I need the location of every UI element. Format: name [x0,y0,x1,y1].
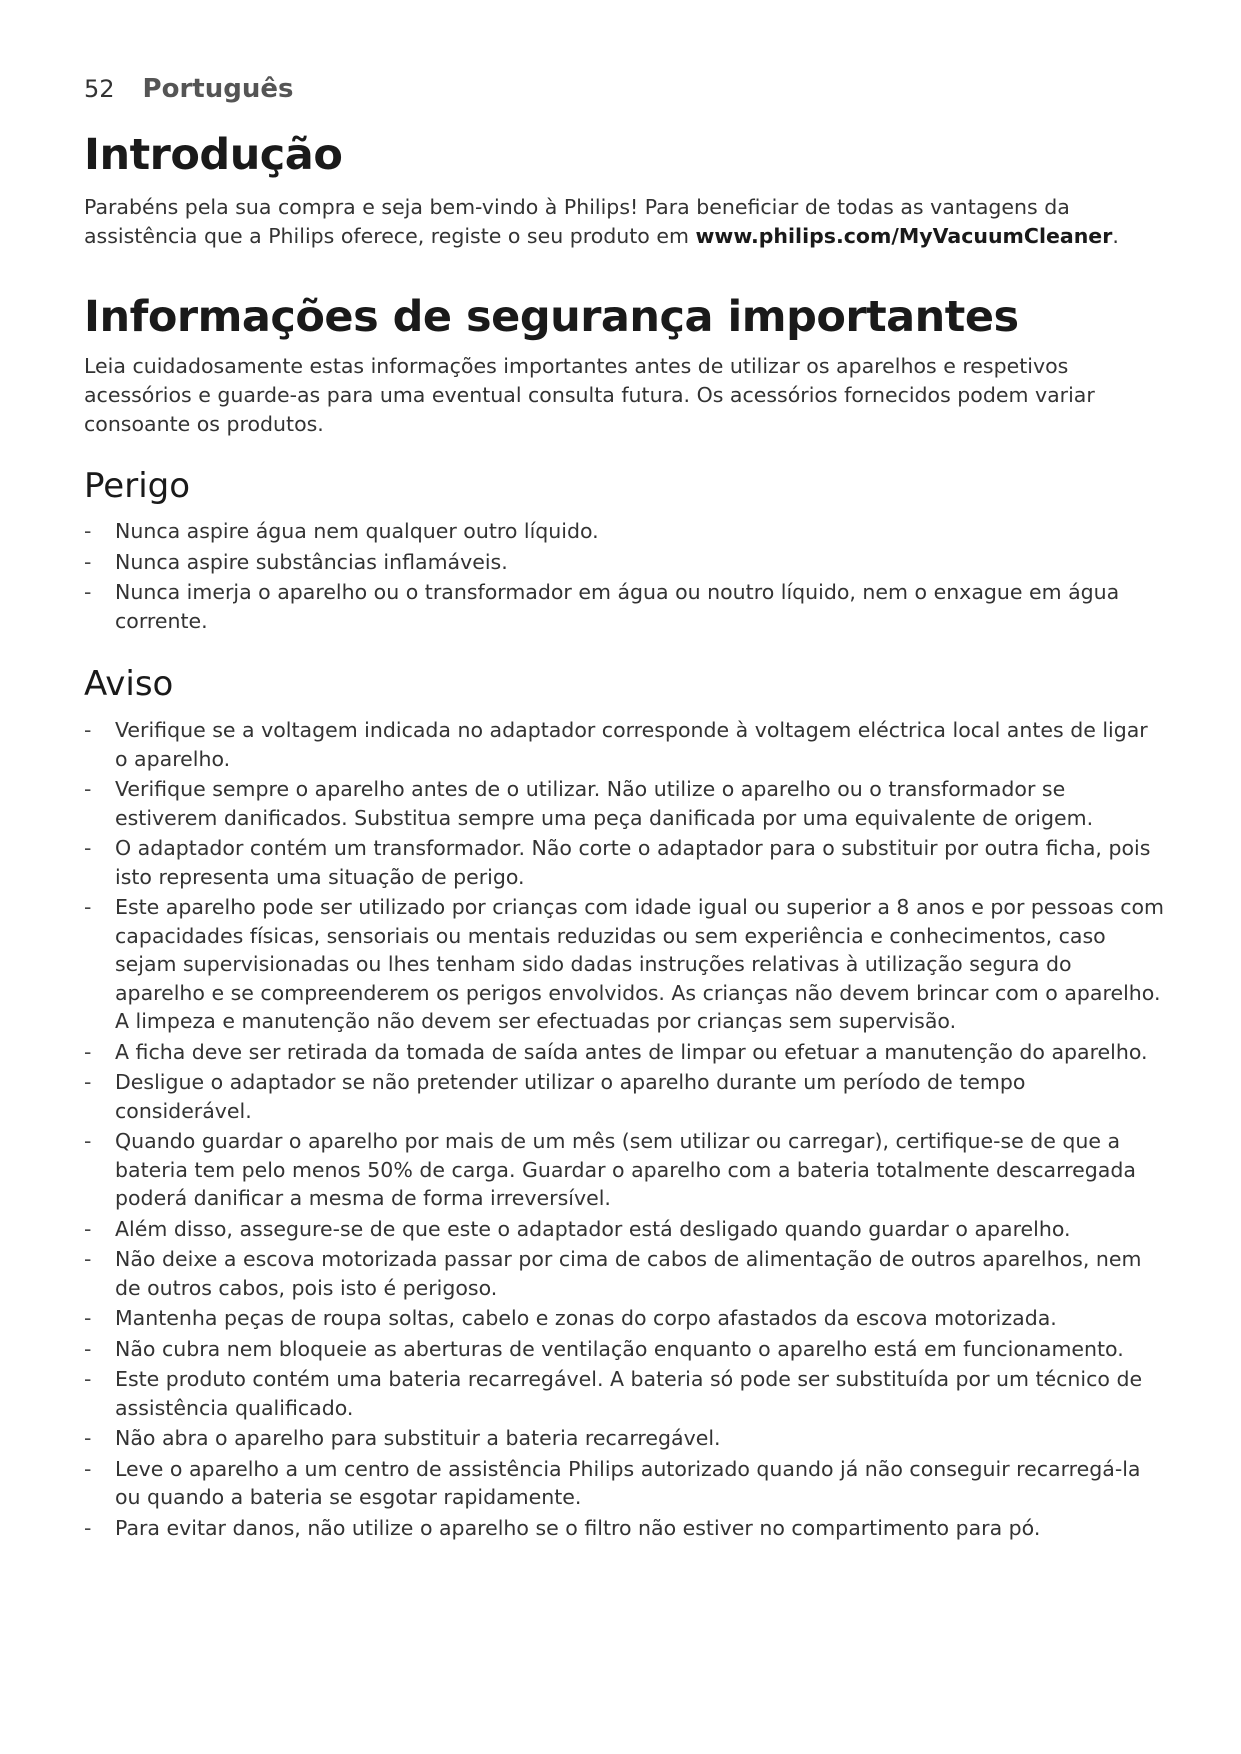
danger-title: Perigo [84,466,191,506]
list-item: - Desligue o adaptador se não pretender utilizar o aparelho durante um período de tempo considerável. [84,1068,1164,1125]
safety-title: Informações de segurança importantes [84,292,1019,342]
list-item: - Este aparelho pode ser utilizado por crianças com idade igual ou superior a 8 anos e por pessoas com capacidades físicas, sensoriais ou mentais reduzidas ou sem experiência e conhecimentos, caso sejam supervisionadas ou lhes tenham sido dadas instruções relativas à utilização segura do aparelho e se compreenderem os perigos envolvidos. As crianças não devem brincar com o aparelho. A limpeza e manutenção não devem ser efectuadas por crianças sem supervisão. [84,893,1164,1036]
page-number: 52 [84,75,115,103]
list-item: - Não abra o aparelho para substituir a bateria recarregável. [84,1424,1164,1453]
list-item: - O adaptador contém um transformador. Não corte o adaptador para o substituir por outra ficha, pois isto representa uma situação de perigo. [84,834,1164,891]
list-item: - Verifique sempre o aparelho antes de o utilizar. Não utilize o aparelho ou o transformador se estiverem danificados. Substitua sempre uma peça danificada por uma equivalente de origem. [84,775,1164,832]
list-item: - Verifique se a voltagem indicada no adaptador corresponde à voltagem eléctrica local antes de ligar o aparelho. [84,716,1164,773]
list-item: - Nunca imerja o aparelho ou o transformador em água ou noutro líquido, nem o enxague em água corrente. [84,578,1164,635]
list-item: - Leve o aparelho a um centro de assistência Philips autorizado quando já não conseguir recarregá-la ou quando a bateria se esgotar rapidamente. [84,1455,1164,1512]
list-item: - Para evitar danos, não utilize o aparelho se o filtro não estiver no compartimento para pó. [84,1514,1164,1543]
list-item: - Nunca aspire água nem qualquer outro líquido. [84,517,1164,546]
list-item: - Este produto contém uma bateria recarregável. A bateria só pode ser substituída por um técnico de assistência qualificado. [84,1365,1164,1422]
list-item: - A ficha deve ser retirada da tomada de saída antes de limpar ou efetuar a manutenção do aparelho. [84,1038,1164,1067]
list-item: - Além disso, assegure-se de que este o adaptador está desligado quando guardar o aparelho. [84,1215,1164,1244]
warning-list [84,716,1164,1544]
safety-paragraph: Leia cuidadosamente estas informações importantes antes de utilizar os aparelhos e respetivos acessórios e guarde-as para uma eventual consulta futura. Os acessórios fornecidos podem variar consoante os produtos. [84,354,1095,436]
list-item: - Não cubra nem bloqueie as aberturas de ventilação enquanto o aparelho está em funcionamento. [84,1335,1164,1364]
list-item: - Quando guardar o aparelho por mais de um mês (sem utilizar ou carregar), certifique-se de que a bateria tem pelo menos 50% de carga. Guardar o aparelho com a bateria totalmente descarregada poderá danificar a mesma de forma irreversível. [84,1127,1164,1213]
intro-title: Introdução [84,130,343,180]
registration-link[interactable]: www.philips.com/MyVacuumCleaner [695,224,1113,248]
danger-list [84,517,1164,637]
list-item: - Mantenha peças de roupa soltas, cabelo e zonas do corpo afastados da escova motorizada. [84,1304,1164,1333]
running-head [84,74,293,104]
intro-text: Parabéns pela sua compra e seja bem-vindo à Philips! Para beneficiar de todas as vantagens da assistência que a Philips oferece, registe o seu produto em [84,195,1070,248]
language-label: Português [142,74,294,104]
intro-paragraph [84,193,1154,251]
intro-text-end: . [1112,224,1119,248]
warning-title: Aviso [84,664,174,704]
list-item: - Não deixe a escova motorizada passar por cima de cabos de alimentação de outros aparelhos, nem de outros cabos, pois isto é perigoso. [84,1245,1164,1302]
list-item: - Nunca aspire substâncias inflamáveis. [84,548,1164,577]
